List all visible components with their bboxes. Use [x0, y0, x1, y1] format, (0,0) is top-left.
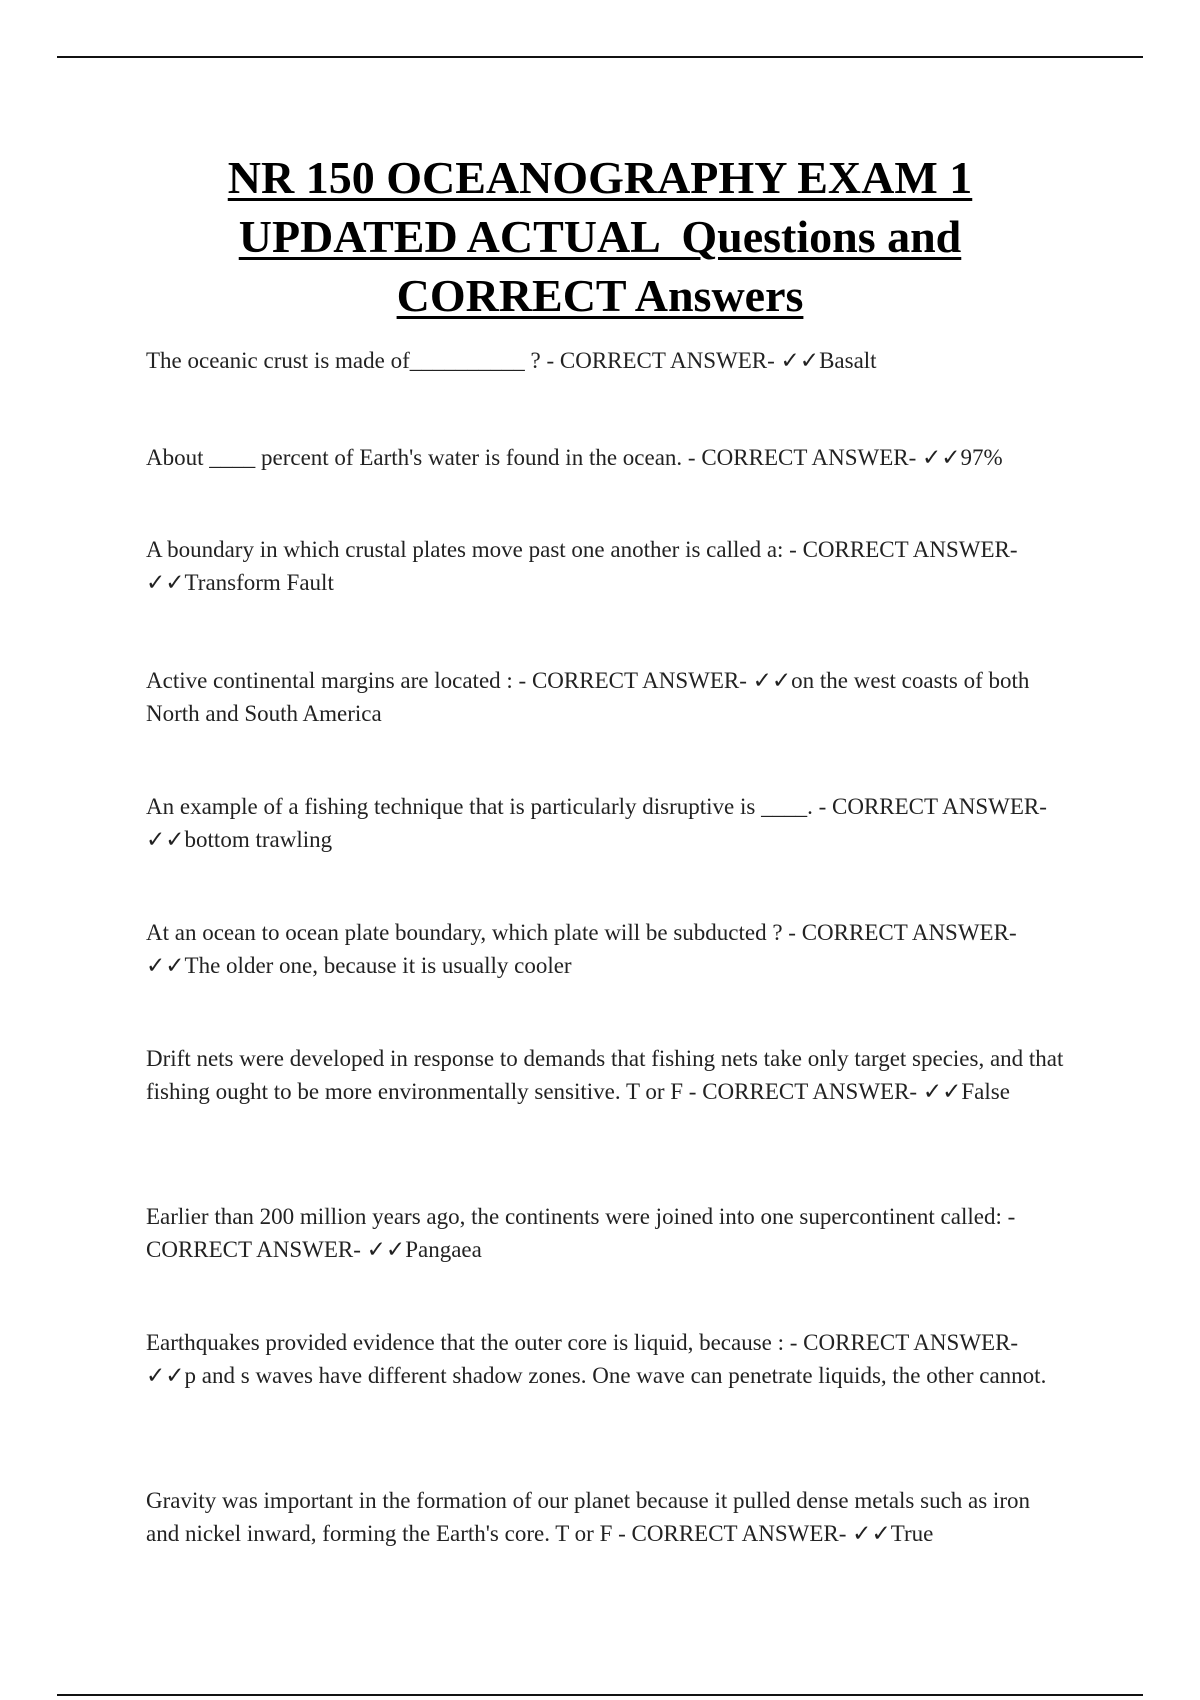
qa-item-4: Active continental margins are located : - CORRECT ANSWER- ✓✓on the west coasts of both North and South America — [146, 668, 1030, 726]
qa-item-3: A boundary in which crustal plates move past one another is called a: - CORRECT ANSWER- ✓✓Transform Fault — [146, 537, 1018, 595]
qa-item-6: At an ocean to ocean plate boundary, which plate will be subducted ? - CORRECT ANSWER- ✓✓The older one, because it is usually cooler — [146, 920, 1017, 978]
title-line-3: CORRECT Answers — [396, 270, 804, 321]
document-title — [0, 148, 1200, 325]
qa-item-7: Drift nets were developed in response to demands that fishing nets take only target species, and that fishing ought to be more environmentally sensitive. T or F - CORRECT ANSWER- ✓✓False — [146, 1046, 1064, 1104]
qa-item-5: An example of a fishing technique that is particularly disruptive is ____. - CORRECT ANSWER- ✓✓bottom trawling — [146, 794, 1047, 852]
qa-item-10: Gravity was important in the formation of our planet because it pulled dense metals such as iron and nickel inward, forming the Earth's core. T or F - CORRECT ANSWER- ✓✓True — [146, 1488, 1030, 1546]
qa-item-8: Earlier than 200 million years ago, the continents were joined into one supercontinent called: - CORRECT ANSWER- ✓✓Pangaea — [146, 1204, 1016, 1262]
qa-item-2: About ____ percent of Earth's water is found in the ocean. - CORRECT ANSWER- ✓✓97% — [146, 445, 1003, 470]
top-divider — [57, 56, 1143, 58]
qa-item-1: The oceanic crust is made of__________ ? - CORRECT ANSWER- ✓✓Basalt — [146, 348, 877, 373]
title-line-2: UPDATED ACTUAL Questions and — [238, 211, 962, 262]
title-line-1: NR 150 OCEANOGRAPHY EXAM 1 — [227, 152, 973, 203]
bottom-divider — [57, 1694, 1143, 1696]
qa-item-9: Earthquakes provided evidence that the outer core is liquid, because : - CORRECT ANSWER- ✓✓p and s waves have different shadow zones. One wave can penetrate liquids, the other cannot. — [146, 1330, 1047, 1388]
